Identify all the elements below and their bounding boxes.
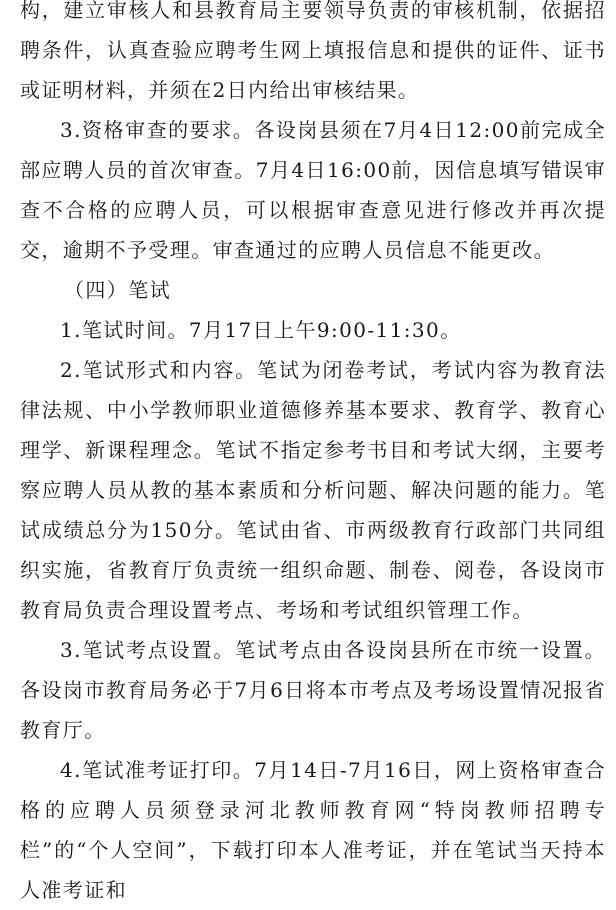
paragraph-exam-format-content: 2.笔试形式和内容。笔试为闭卷考试，考试内容为教育法律法规、中小学教师职业道德修养基本要求、教育学、教育心理学、新课程理念。笔试不指定参考书目和考试大纲，主要考察应聘人员从教的基本素质和分析问题、解决问题的能力。笔试成绩总分为150分。笔试由省、市两级教育行政部门共同组织实施，省教育厅负责统一组织命题、制卷、阅卷，各设岗市教育局负责合理设置考点、考场和考试组织管理工作。 — [20, 358, 606, 622]
paragraph-exam-venue-setup: 3.笔试考点设置。笔试考点由各设岗县所在市统一设置。各设岗市教育局务必于7月6日将本市考点及考场设置情况报省教育厅。 — [20, 638, 606, 742]
section-heading-written-exam: （四）笔试 — [64, 278, 171, 302]
paragraph-qualification-review-requirements: 3.资格审查的要求。各设岗县须在7月4日12:00前完成全部应聘人员的首次审查。7月4日16:00前，因信息填写错误审查不合格的应聘人员，可以根据审查意见进行修改并再次提交，逾期不予受理。审查通过的应聘人员信息不能更改。 — [20, 118, 606, 262]
paragraph-review-mechanism: 构，建立审核人和县教育局主要领导负责的审核机制，依据招聘条件，认真查验应聘考生网上填报信息和提供的证件、证书或证明材料，并须在2日内给出审核结果。 — [20, 0, 606, 102]
paragraph-exam-time: 1.笔试时间。7月17日上午9:00-11:30。 — [60, 318, 462, 342]
paragraph-admission-ticket-printing: 4.笔试准考证打印。7月14日-7月16日，网上资格审查合格的应聘人员须登录河北教师教育网“特岗教师招聘专栏”的“个人空间”，下载打印本人准考证，并在笔试当天持本人准考证和 — [20, 758, 606, 902]
